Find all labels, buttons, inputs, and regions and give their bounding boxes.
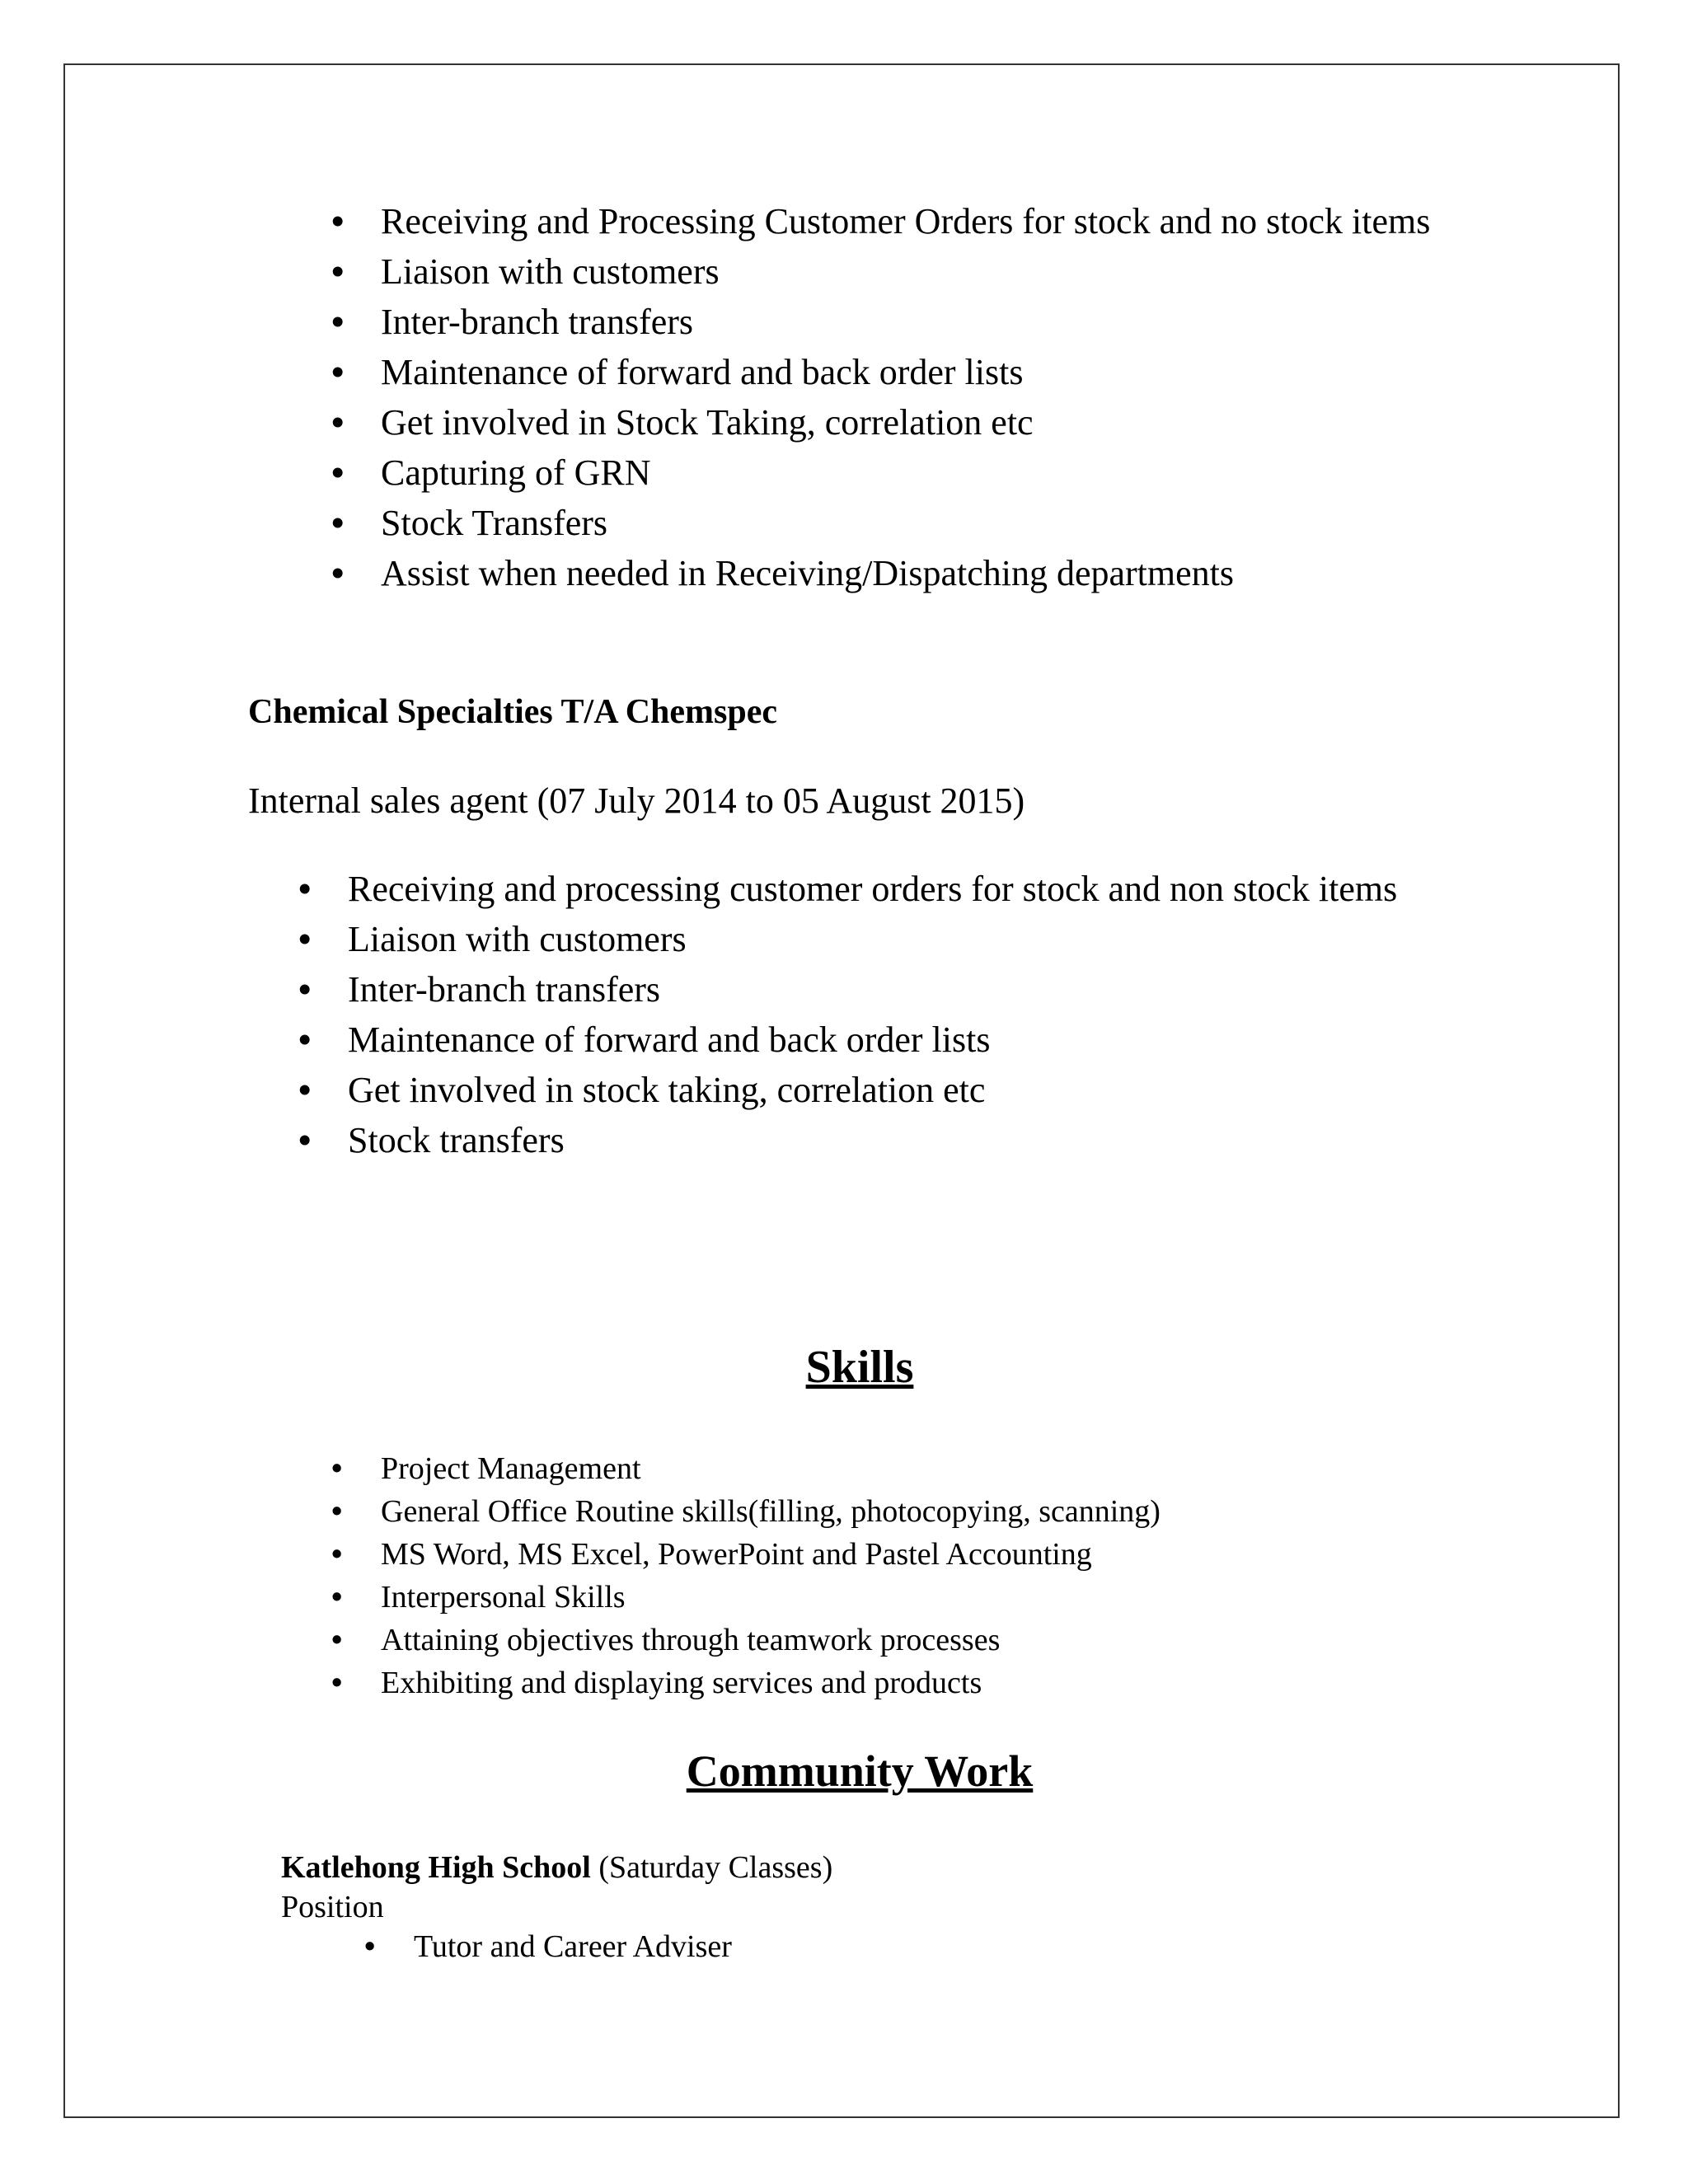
- bullet-icon: •: [298, 919, 312, 959]
- list-item: [298, 865, 1469, 912]
- duty-text: Assist when needed in Receiving/Dispatching departments: [381, 553, 1234, 593]
- list-item: [331, 1576, 1535, 1619]
- school-name: Katlehong High School: [281, 1850, 591, 1885]
- list-item: [298, 916, 1469, 963]
- bullet-icon: •: [364, 1929, 376, 1964]
- list-item: [331, 1661, 1535, 1704]
- duty-text: Receiving and Processing Customer Orders for stock and no stock items: [381, 201, 1431, 241]
- community-role-text: Tutor and Career Adviser: [414, 1929, 732, 1964]
- duty-text: Get involved in Stock Taking, correlation etc: [381, 402, 1034, 443]
- list-item: [331, 499, 1502, 546]
- list-item: [331, 399, 1502, 446]
- chemspec-duties-list: [298, 865, 1469, 1167]
- skill-text: Project Management: [381, 1451, 641, 1486]
- bullet-icon: •: [331, 1494, 343, 1529]
- bullet-icon: •: [298, 1120, 312, 1160]
- bullet-icon: •: [298, 1019, 312, 1060]
- bullet-icon: •: [331, 251, 345, 292]
- school-note: (Saturday Classes): [598, 1850, 833, 1885]
- bullet-icon: •: [331, 302, 345, 342]
- bullet-icon: •: [331, 553, 345, 593]
- skill-text: Attaining objectives through teamwork processes: [381, 1623, 1001, 1657]
- company-heading: Chemical Specialties T/A Chemspec: [248, 693, 778, 731]
- skill-text: Exhibiting and displaying services and products: [381, 1666, 982, 1700]
- bullet-icon: •: [298, 869, 312, 909]
- list-item: [331, 349, 1502, 396]
- bullet-icon: •: [331, 201, 345, 241]
- duty-text: Capturing of GRN: [381, 452, 651, 493]
- list-item: [331, 550, 1502, 597]
- duty-text: Liaison with customers: [348, 919, 687, 959]
- list-item: [298, 966, 1469, 1013]
- duty-text: Get involved in stock taking, correlation etc: [348, 1070, 986, 1110]
- previous-role-duties-list: [331, 198, 1502, 600]
- list-item: [331, 298, 1502, 345]
- community-work-heading: Community Work: [686, 1746, 1034, 1796]
- list-item: [331, 1490, 1535, 1533]
- bullet-icon: •: [331, 503, 345, 543]
- skill-text: Interpersonal Skills: [381, 1580, 626, 1615]
- list-item: [331, 1447, 1535, 1490]
- duty-text: Receiving and processing customer orders for stock and non stock items: [348, 869, 1398, 909]
- duty-text: Stock Transfers: [381, 503, 608, 543]
- bullet-icon: •: [331, 452, 345, 493]
- bullet-icon: •: [331, 1537, 343, 1572]
- list-item: [331, 198, 1502, 245]
- duty-text: Stock transfers: [348, 1120, 565, 1160]
- duty-text: Liaison with customers: [381, 251, 720, 292]
- list-item: [331, 1533, 1535, 1576]
- bullet-icon: •: [331, 352, 345, 392]
- bullet-icon: •: [298, 1070, 312, 1110]
- list-item: [331, 1619, 1535, 1661]
- school-line: [281, 1848, 832, 1887]
- duty-text: Maintenance of forward and back order lists: [348, 1019, 991, 1060]
- duty-text: Inter-branch transfers: [348, 969, 661, 1010]
- list-item: [364, 1925, 1403, 1968]
- community-position-list: [364, 1925, 1403, 1968]
- bullet-icon: •: [298, 969, 312, 1010]
- list-item: [298, 1016, 1469, 1063]
- list-item: [298, 1117, 1469, 1164]
- skills-heading: Skills: [805, 1342, 914, 1393]
- bullet-icon: •: [331, 1451, 343, 1486]
- list-item: [331, 248, 1502, 295]
- skill-text: General Office Routine skills(filling, photocopying, scanning): [381, 1494, 1160, 1529]
- bullet-icon: •: [331, 402, 345, 443]
- list-item: [298, 1066, 1469, 1113]
- position-title: Internal sales agent (07 July 2014 to 05 August 2015): [248, 780, 1025, 821]
- position-label: Position: [281, 1890, 384, 1924]
- duty-text: Maintenance of forward and back order lists: [381, 352, 1024, 392]
- bullet-icon: •: [331, 1623, 343, 1657]
- duty-text: Inter-branch transfers: [381, 302, 694, 342]
- skill-text: MS Word, MS Excel, PowerPoint and Pastel Accounting: [381, 1537, 1092, 1572]
- bullet-icon: •: [331, 1666, 343, 1700]
- bullet-icon: •: [331, 1580, 343, 1615]
- skills-list: [331, 1447, 1535, 1704]
- list-item: [331, 449, 1502, 496]
